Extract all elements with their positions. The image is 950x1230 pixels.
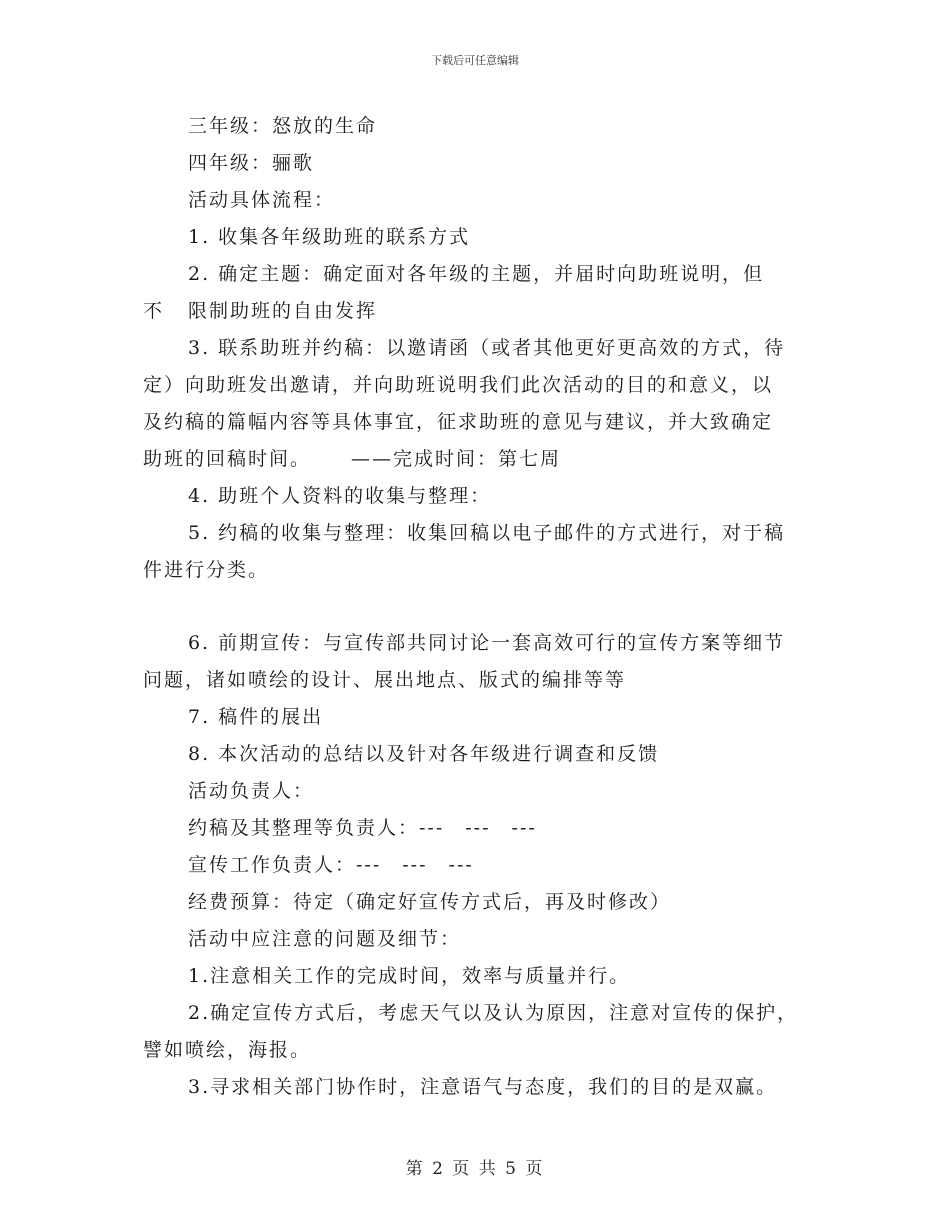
list-item: 8. 本次活动的总结以及针对各年级进行调查和反馈 [188, 743, 660, 765]
list-item-continuation: 譬如喷绘，海报。 [143, 1039, 312, 1061]
list-item: 6. 前期宣传：与宣传部共同讨论一套高效可行的宣传方案等细节 [188, 632, 786, 654]
list-item-continuation [143, 293, 809, 330]
list-item: 1. 收集各年级助班的联系方式 [188, 226, 471, 248]
text-line: 活动负责人： [188, 780, 315, 802]
list-item-continuation: 及约稿的篇幅内容等具体事宜，征求助班的意见与建议，并大致确定 [143, 411, 774, 433]
paragraph-gap [143, 589, 809, 625]
list-item: 7. 稿件的展出 [188, 706, 324, 728]
text-line: 三年级：怒放的生命 [188, 115, 378, 137]
text-line: 宣传工作负责人：--- --- --- [188, 854, 474, 876]
list-item: 5. 约稿的收集与整理：收集回稿以电子邮件的方式进行，对于稿 [188, 522, 786, 544]
list-item: 4. 助班个人资料的收集与整理： [188, 485, 492, 507]
list-item: 1.注意相关工作的完成时间，效率与质量并行。 [188, 965, 631, 987]
text-fragment: 限制助班的自由发挥 [188, 300, 378, 322]
list-item: 2.确定宣传方式后，考虑天气以及认为原因，注意对宣传的保护， [188, 1002, 799, 1024]
text-fragment: 助班的回稿时间。 [143, 448, 312, 470]
list-item: 2. 确定主题：确定面对各年级的主题，并届时向助班说明，但 [188, 263, 765, 285]
list-item: 3. 联系助班并约稿：以邀请函（或者其他更好更高效的方式，待 [188, 337, 786, 359]
text-line: 活动中应注意的问题及细节： [188, 928, 462, 950]
text-line: 经费预算：待定（确定好宣传方式后，再及时修改） [188, 891, 672, 913]
page-number: 第 2 页 共 5 页 [405, 1159, 545, 1179]
list-item-continuation: 问题，诸如喷绘的设计、展出地点、版式的编排等等 [143, 669, 627, 691]
list-item-continuation [143, 441, 809, 478]
page-header: 下载后可任意编辑 [431, 54, 519, 67]
document-body [143, 108, 809, 1106]
text-line: 活动具体流程： [188, 189, 336, 211]
list-item-continuation: 件进行分类。 [143, 559, 270, 581]
text-line: 约稿及其整理等负责人：--- --- --- [188, 817, 537, 839]
deadline-note: ——完成时间：第七周 [351, 448, 562, 470]
list-item: 3.寻求相关部门协作时，注意语气与态度，我们的目的是双赢。 [188, 1076, 778, 1098]
list-item-continuation: 定）向助班发出邀请，并向助班说明我们此次活动的目的和意义，以 [143, 374, 774, 396]
text-fragment: 不 [143, 300, 165, 322]
text-line: 四年级：骊歌 [188, 152, 315, 174]
